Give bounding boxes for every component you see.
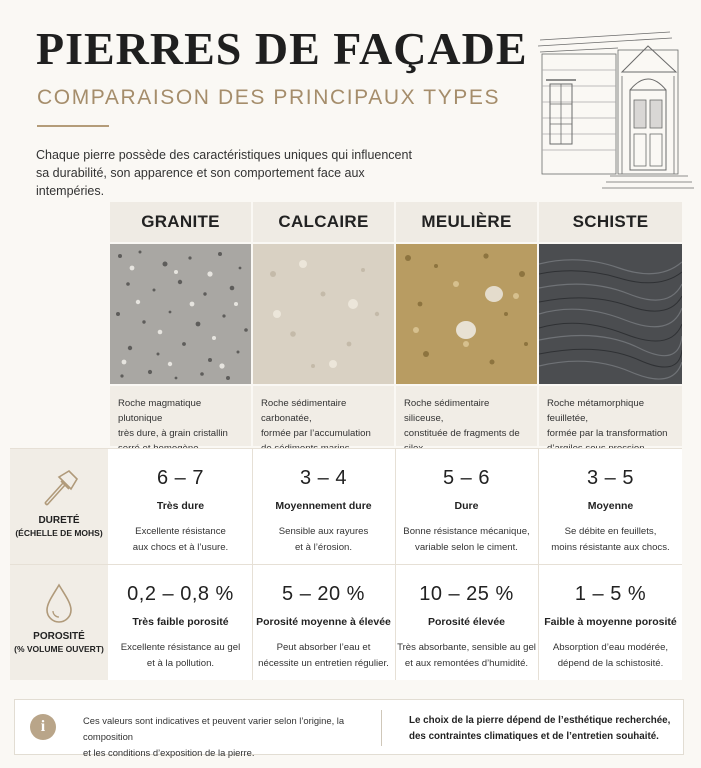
column-header-schiste: SCHISTE <box>539 202 682 242</box>
column-header-granite: GRANITE <box>110 202 251 242</box>
calcaire-porosity: 5 – 20 % Porosité moyenne à élevée Peut absorber l’eau et nécessite un entretien régulier. <box>256 583 391 669</box>
hardness-row <box>10 448 682 564</box>
column-header-calcaire: CALCAIRE <box>253 202 394 242</box>
porosity-row-label: POROSITÉ (% VOLUME OUVERT) <box>10 565 108 680</box>
footer-divider <box>381 710 382 746</box>
calcaire-image <box>253 244 394 384</box>
schiste-image <box>539 244 682 384</box>
column-divider <box>538 565 539 680</box>
intro-text: Chaque pierre possède des caractéristiques uniques qui influencent sa durabilité, son apparence et son comportement face aux intempéries. <box>36 148 412 198</box>
page-title: PIERRES DE FAÇADE <box>36 23 528 74</box>
porosity-row <box>10 564 682 680</box>
column-divider <box>395 449 396 564</box>
comparison-table <box>10 202 688 692</box>
meuliere-image <box>396 244 537 384</box>
building-facade-illustration <box>510 10 695 195</box>
water-drop-icon <box>39 581 79 625</box>
column-divider <box>252 449 253 564</box>
footer-note <box>14 699 684 758</box>
schiste-description: Roche métamorphique feuilletée, formée par la transformation <box>539 386 682 446</box>
hammer-icon <box>37 465 81 509</box>
column-divider <box>538 449 539 564</box>
title-divider <box>37 125 109 127</box>
info-icon: i <box>30 714 56 740</box>
meuliere-porosity: 10 – 25 % Porosité élevée Très absorbante, sensible au gel et aux remontées d’humidité. <box>397 583 536 669</box>
calcaire-description: Roche sédimentaire carbonatée, formée par l’accumulation <box>253 386 394 446</box>
schiste-hardness: 3 – 5 Moyenne Se débite en feuillets, moins résistante aux chocs. <box>551 467 670 553</box>
footer-disclaimer: Ces valeurs sont indicatives et peuvent varier selon l’origine, la composition et les conditions d’exposition de la pierre. <box>83 715 345 758</box>
column-divider <box>252 565 253 680</box>
meuliere-hardness: 5 – 6 Dure Bonne résistance mécanique, variable selon le ciment. <box>403 467 530 553</box>
granite-image <box>110 244 251 384</box>
granite-description: Roche magmatique plutonique très dure, à grain cristallin <box>110 386 251 446</box>
granite-hardness: 6 – 7 Très dure Excellente résistance aux chocs et à l’usure. <box>132 467 229 553</box>
page-subtitle: COMPARAISON DES PRINCIPAUX TYPES <box>37 86 501 109</box>
column-header-meuliere: MEULIÈRE <box>396 202 537 242</box>
granite-porosity: 0,2 – 0,8 % Très faible porosité Excellente résistance au gel et à la pollution. <box>120 583 241 669</box>
hardness-row-label: DURETÉ (ÉCHELLE DE MOHS) <box>10 449 108 564</box>
calcaire-hardness: 3 – 4 Moyennement dure Sensible aux rayures et à l’érosion. <box>275 467 372 553</box>
schiste-porosity: 1 – 5 % Faible à moyenne porosité Absorption d’eau modérée, dépend de la schistosité. <box>544 583 677 669</box>
meuliere-description: Roche sédimentaire siliceuse, constituée de fragments de <box>396 386 537 446</box>
column-divider <box>395 565 396 680</box>
footer-conclusion: Le choix de la pierre dépend de l’esthétique recherchée, des contraintes climatiques et de l’entretien souhaité. <box>409 715 671 742</box>
